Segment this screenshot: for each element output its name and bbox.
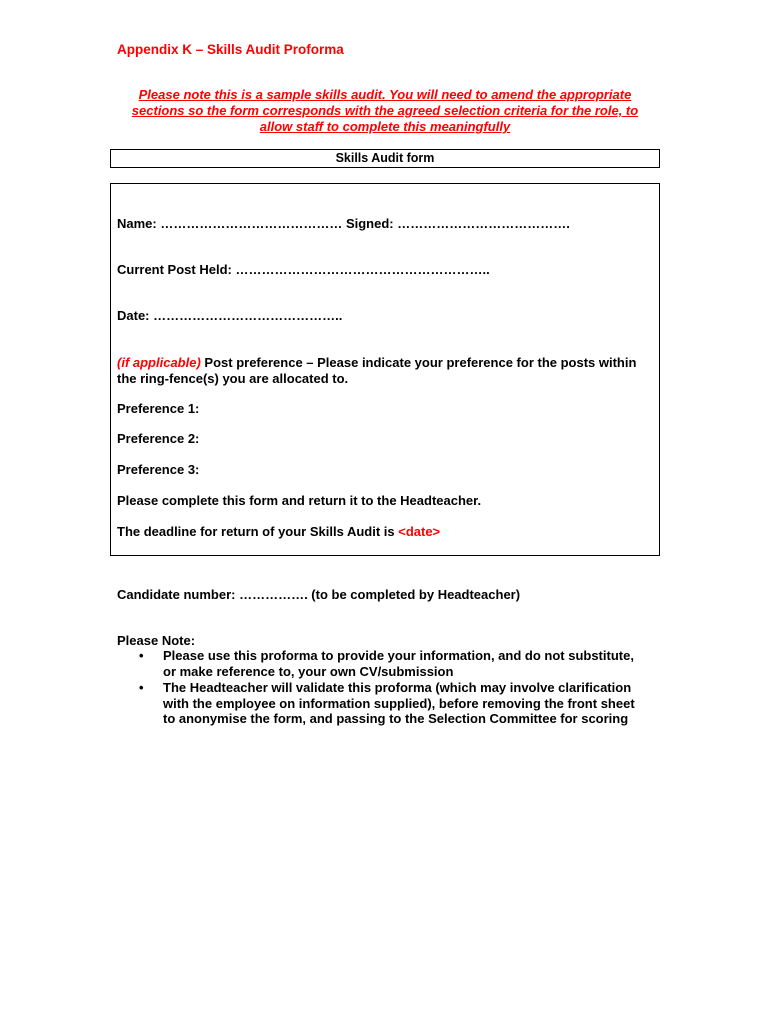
if-applicable-label: (if applicable) — [117, 355, 201, 370]
appendix-title: Appendix K – Skills Audit Proforma — [117, 42, 344, 57]
deadline-text: The deadline for return of your Skills Audit is — [117, 524, 399, 539]
preference-2-field[interactable]: Preference 2: — [117, 431, 200, 446]
bullet-icon: • — [139, 648, 144, 663]
notes-list — [117, 648, 637, 728]
please-note-heading: Please Note: — [117, 633, 196, 648]
form-title: Skills Audit form — [110, 149, 660, 168]
list-item — [117, 680, 637, 727]
deadline-date-placeholder: <date> — [398, 524, 441, 539]
note-text: The Headteacher will validate this proforma (which may involve clarification with the employee on information supplied), before removing the front sheet to anonymise the form, and passing to the Selection Committee for scoring — [163, 680, 635, 726]
preference-1-field[interactable]: Preference 1: — [117, 401, 200, 416]
post-preference-text: Post preference – Please indicate your preference for the posts within the ring-fence(s) you are allocated to. — [117, 355, 637, 386]
return-instruction: Please complete this form and return it to the Headteacher. — [117, 493, 482, 508]
post-preference-instruction — [117, 355, 647, 387]
sample-note: Please note this is a sample skills audit. You will need to amend the appropriate sections so the form corresponds with the agreed selection criteria for the role, to allow staff to complete this meaningfully — [131, 87, 639, 134]
preference-3-field[interactable]: Preference 3: — [117, 462, 200, 477]
bullet-icon: • — [139, 680, 144, 695]
candidate-number-field[interactable]: Candidate number: ……………. (to be completed by Headteacher) — [117, 587, 521, 602]
name-signed-field[interactable]: Name: …………………………………… Signed: …………………………………. — [117, 216, 570, 231]
current-post-field[interactable]: Current Post Held: ………………………………………………….. — [117, 262, 490, 277]
deadline-line — [117, 524, 440, 540]
date-field[interactable]: Date: …………………………………….. — [117, 308, 343, 323]
list-item — [117, 648, 637, 679]
note-text: Please use this proforma to provide your information, and do not substitute, or make reference to, your own CV/submission — [163, 648, 634, 679]
